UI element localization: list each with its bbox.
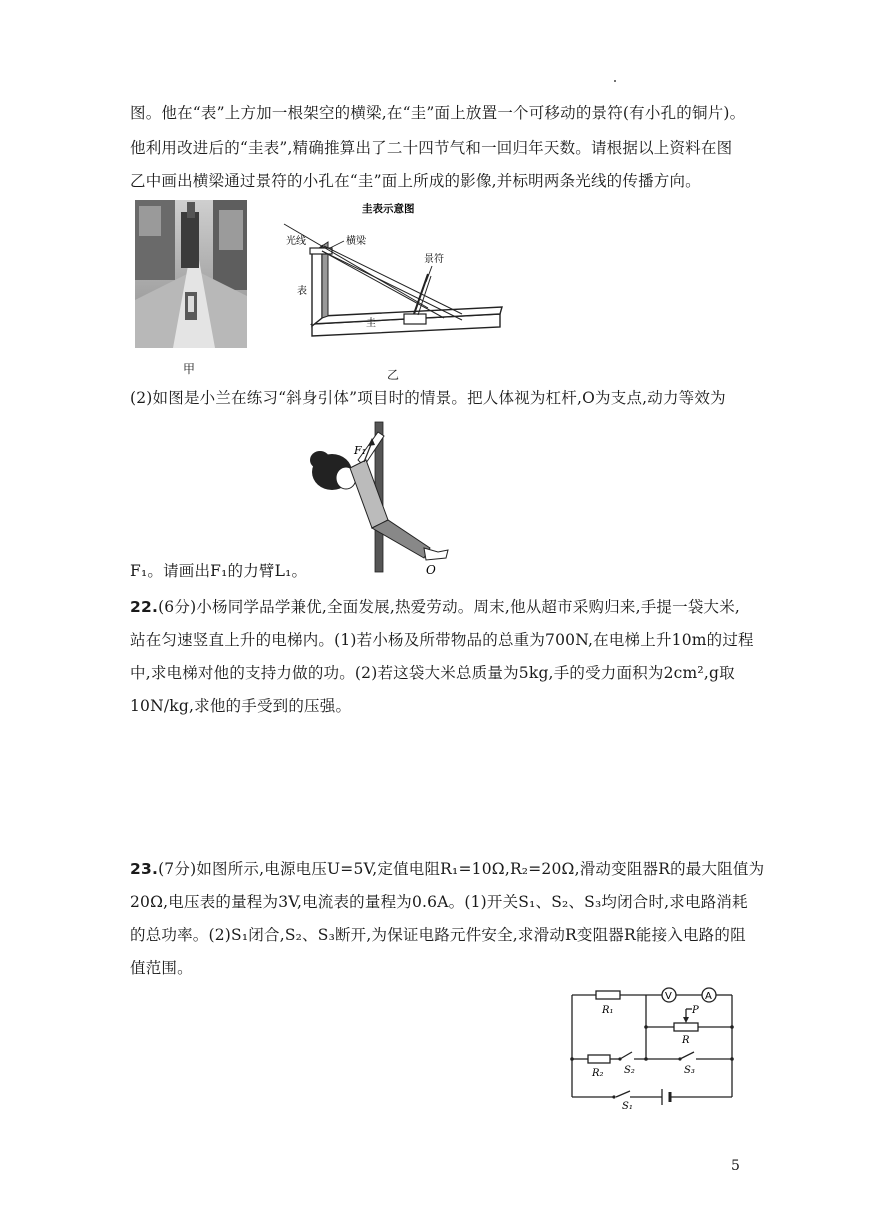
- circuit-diagram: [566, 985, 742, 1111]
- figure-jia-photo: [135, 200, 247, 348]
- text-line: 站在匀速竖直上升的电梯内。(1)若小杨及所带物品的总重为700N,在电梯上升10m的过程: [130, 631, 754, 649]
- voltmeter-label: V: [665, 991, 672, 1002]
- diagram-title: 圭表示意图: [362, 203, 415, 215]
- text-line: F₁。请画出F₁的力臂L₁。: [130, 562, 308, 580]
- figure-jia-caption: 甲: [183, 362, 196, 376]
- text-line: 20Ω,电压表的量程为3V,电流表的量程为0.6A。(1)开关S₁、S₂、S₃均闭合时,求电路消耗: [130, 893, 748, 911]
- label-force: F₁: [354, 444, 367, 457]
- question-number: 23.: [130, 860, 159, 878]
- question-22-line: 22.(6分)小杨同学品学兼优,全面发展,热爱劳动。周末,他从超市采购归来,手提一袋大米,: [130, 598, 741, 616]
- label-p: P: [692, 1005, 699, 1016]
- label-r: R: [682, 1035, 690, 1046]
- label-gnomon: 表: [297, 286, 307, 297]
- text-line: 中,求电梯对他的支持力做的功。(2)若这袋大米总质量为5kg,手的受力面积为2cm²,g取: [130, 664, 735, 682]
- label-gui: 圭: [366, 318, 376, 329]
- text-line: 值范围。: [130, 959, 193, 977]
- text-line: (2)如图是小兰在练习“斜身引体”项目时的情景。把人体视为杠杆,O为支点,动力等效为: [130, 389, 726, 407]
- text-line: 的总功率。(2)S₁闭合,S₂、S₃断开,为保证电路元件安全,求滑动R变阻器R能接入电路的阻: [130, 926, 746, 944]
- label-s2: S₂: [624, 1065, 635, 1076]
- figure-yi-caption: 乙: [387, 368, 400, 382]
- label-beam: 横梁: [346, 236, 366, 247]
- text-line: 乙中画出横梁通过景符的小孔在“圭”面上所成的影像,并标明两条光线的传播方向。: [130, 172, 701, 190]
- label-s1: S₁: [622, 1101, 633, 1111]
- text-line: 他利用改进后的“圭表”,精确推算出了二十四节气和一回归年天数。请根据以上资料在图: [130, 139, 733, 157]
- text-line: 图。他在“表”上方加一根架空的横梁,在“圭”面上放置一个可移动的景符(有小孔的铜片)。: [130, 104, 746, 122]
- question-number: 22.: [130, 598, 159, 616]
- label-r1: R₁: [602, 1005, 614, 1016]
- text-line: 10N/kg,求他的手受到的压强。: [130, 697, 352, 715]
- ammeter-label: A: [705, 991, 712, 1002]
- label-light: 光线: [286, 236, 306, 247]
- label-pivot: O: [426, 563, 436, 576]
- figure-person-lever: [298, 420, 458, 576]
- question-23-line: 23.(7分)如图所示,电源电压U=5V,定值电阻R₁=10Ω,R₂=20Ω,滑动变阻器R的最大阻值为: [130, 860, 765, 878]
- page-number: 5: [731, 1158, 740, 1174]
- label-s3: S₃: [684, 1065, 695, 1076]
- stray-dot: [614, 80, 616, 82]
- label-jingfu: 景符: [424, 254, 444, 265]
- label-r2: R₂: [592, 1068, 604, 1079]
- figure-yi-diagram: [272, 196, 508, 356]
